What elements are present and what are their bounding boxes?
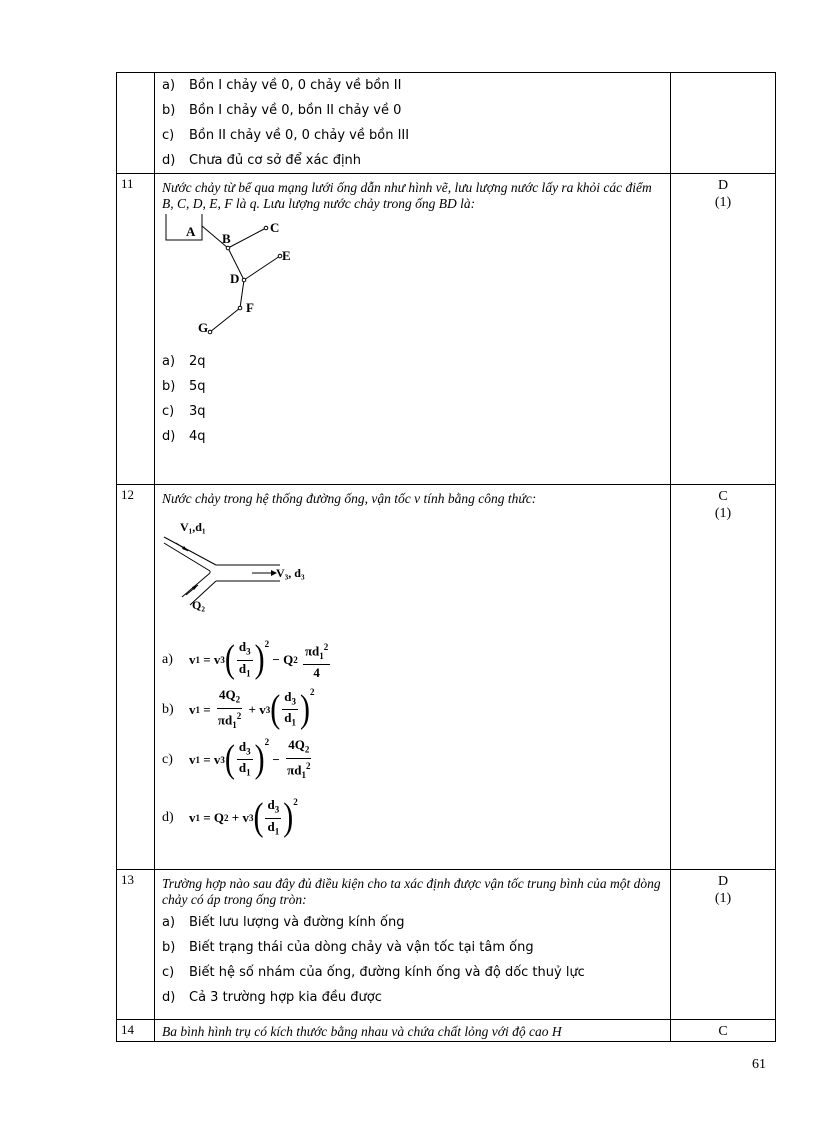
table-row bbox=[117, 870, 776, 1020]
option-b: b) v 1 = $\frac{4Q_2}{\pi d_1^2}$ + v 3 ( $\frac{d_3}{d_1}$ ) $^2$ bbox=[162, 687, 315, 731]
page-number: 61 bbox=[752, 1057, 766, 1072]
label-inlet-2: Q₂ bbox=[192, 598, 205, 612]
pipe-junction-figure bbox=[162, 513, 362, 625]
label-B: B bbox=[222, 231, 231, 246]
label-E: E bbox=[282, 248, 291, 263]
label-D: D bbox=[230, 271, 240, 286]
answer-points: (1) bbox=[714, 891, 732, 906]
answer-points: (1) bbox=[714, 195, 732, 210]
option-c: c) 3q bbox=[162, 404, 206, 419]
question-text: Ba bình hình trụ có kích thước bằng nhau và chứa chất lỏng với độ cao H bbox=[162, 1024, 562, 1039]
question-text: Nước chảy từ bể qua mạng lưới ống dẫn như hình vẽ, lưu lượng nước lấy ra khỏi các điểm B, C, D, E, F là q. Lưu lượng nước chảy trong ống BD là: bbox=[162, 180, 652, 211]
label-G: G bbox=[198, 320, 209, 335]
label-A: A bbox=[186, 224, 196, 239]
option-b: b) 5q bbox=[162, 379, 206, 394]
option-d: d) 4q bbox=[162, 429, 206, 444]
label-C: C bbox=[270, 220, 280, 235]
option-a: a) 2q bbox=[162, 354, 206, 369]
label-F: F bbox=[246, 300, 254, 315]
question-number: 14 bbox=[117, 1020, 155, 1042]
table-row bbox=[117, 485, 776, 870]
table-row bbox=[117, 1020, 776, 1042]
label-inlet-1: V₁,d₁ bbox=[180, 520, 206, 534]
question-text: Trường hợp nào sau đây đủ điều kiện cho ta xác định được vận tốc trung bình của một dòng chảy có áp trong ống tròn: bbox=[162, 876, 661, 907]
question-table bbox=[116, 72, 776, 1042]
option-a: a) v 1 = v 3 ( $\frac{d_3}{d_1}$ ) $^2$ − Q 2 $\frac{\pi d_1^2}{4}$ bbox=[162, 637, 329, 681]
label-outlet: V₃, d₃ bbox=[276, 566, 305, 580]
question-cell bbox=[155, 485, 671, 870]
option-c: c) Bồn II chảy về 0, 0 chảy về bồn III bbox=[162, 128, 410, 143]
option-d: d) v 1 = Q 2 + v 3 ( $\frac{d_3}{d_1}$ ) $^2$ bbox=[162, 795, 298, 839]
answer-cell bbox=[671, 485, 776, 870]
table-row bbox=[117, 73, 776, 174]
answer-letter: D bbox=[717, 874, 729, 889]
pipe-network-figure bbox=[162, 214, 362, 349]
question-text: Nước chảy trong hệ thống đường ống, vận tốc v tính bằng công thức: bbox=[162, 491, 537, 506]
answer-cell bbox=[671, 73, 776, 174]
question-number: 11 bbox=[117, 174, 155, 485]
question-number bbox=[117, 73, 155, 174]
option-a: a) Bồn I chảy về 0, 0 chảy về bồn II bbox=[162, 78, 402, 93]
option-b: b) Biết trạng thái của dòng chảy và vận tốc tại tâm ống bbox=[162, 940, 534, 955]
question-cell bbox=[155, 174, 671, 485]
question-cell bbox=[155, 870, 671, 1020]
answer-cell bbox=[671, 870, 776, 1020]
option-c: c) Biết hệ số nhám của ống, đường kính ống và độ dốc thuỷ lực bbox=[162, 965, 585, 980]
option-c: c) v 1 = v 3 ( $\frac{d_3}{d_1}$ ) $^2$ − $\frac{4Q_2}{\pi d_1^2}$ bbox=[162, 737, 311, 781]
table-row bbox=[117, 174, 776, 485]
tank-shape bbox=[166, 214, 202, 240]
option-b: b) Bồn I chảy về 0, bồn II chảy về 0 bbox=[162, 103, 402, 118]
answer-letter: D bbox=[717, 178, 729, 193]
answer-cell bbox=[671, 1020, 776, 1042]
question-cell bbox=[155, 73, 671, 174]
answer-points: (1) bbox=[714, 506, 732, 521]
answer-letter: C bbox=[718, 489, 728, 504]
question-cell bbox=[155, 1020, 671, 1042]
option-d: d) Chưa đủ cơ sở để xác định bbox=[162, 153, 362, 168]
question-number: 13 bbox=[117, 870, 155, 1020]
answer-letter: C bbox=[718, 1024, 728, 1039]
question-number: 12 bbox=[117, 485, 155, 870]
option-a: a) Biết lưu lượng và đường kính ống bbox=[162, 915, 405, 930]
option-d: d) Cả 3 trường hợp kia đều được bbox=[162, 990, 382, 1005]
answer-cell bbox=[671, 174, 776, 485]
